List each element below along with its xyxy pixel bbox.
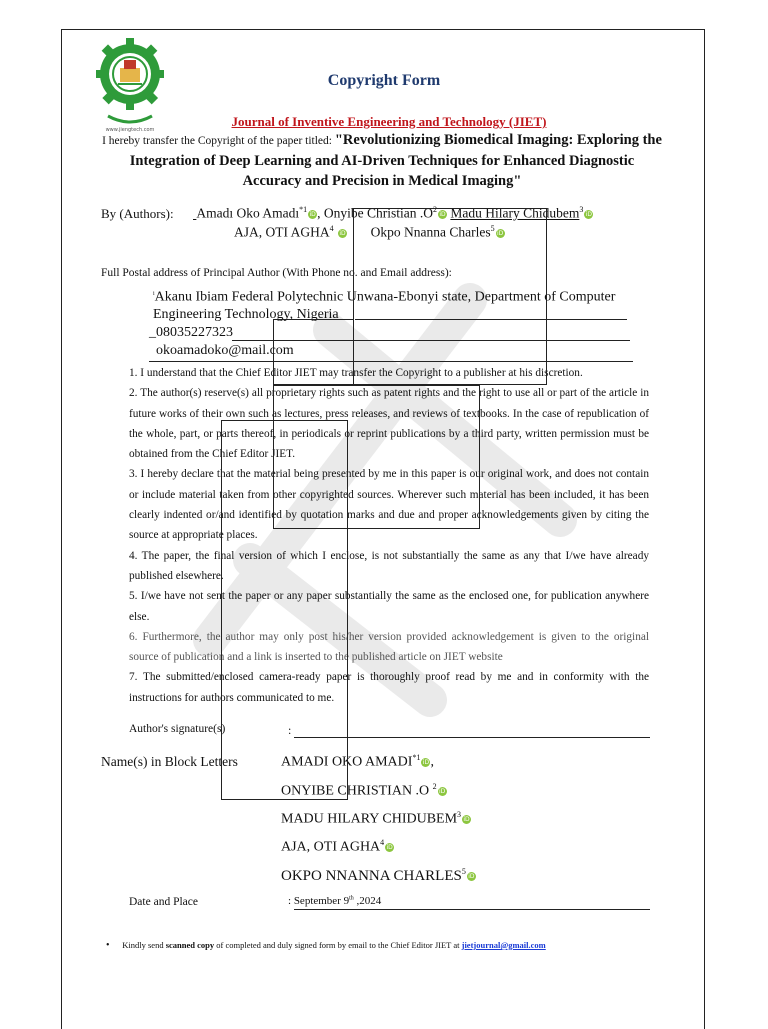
overlay-box: [273, 319, 354, 385]
postal-address: $^i$Akanu Ibiam Federal Polytechnic Unwana-Ebonyi state, Department of Computer Engineering Technology, Nigeria: [153, 289, 616, 322]
authors-line-1: Amadı Oko Amadı$^{*1}$iD, Onyibe Christian $.O^2iD$ Madu Hilary Chidubem$^3$iD: [196, 205, 592, 221]
phone-number: _08035227323: [149, 325, 233, 340]
orcid-icon[interactable]: iD: [439, 210, 446, 218]
overlay-box: [353, 208, 547, 385]
block-name: MADU HILARY CHIDUBEM$^3$iD: [281, 810, 470, 827]
orcid-icon[interactable]: iD: [496, 229, 504, 237]
authors-label: By (Authors):: [101, 206, 174, 221]
author-name: Onyibe Christian .O: [323, 205, 433, 221]
overlay-box: [221, 420, 348, 800]
date-line[interactable]: [294, 909, 650, 910]
postal-address-label: Full Postal address of Principal Author (With Phone no. and Email address):: [101, 267, 452, 279]
block-name: AJA, OTI AGHA$^4$iD: [281, 838, 393, 855]
email-address: okoamadoko@mail.com: [156, 343, 294, 358]
date-place-value: : September 9th ,2024: [288, 895, 382, 907]
author-name: AJA, OTI AGHA: [234, 224, 330, 240]
clause: 2. The author(s) reserve(s) all proprietary rights such as patent rights and the right to use all or part of the article in future works of their own such as lectures, press releases, and reviews of textbooks. In the case of republication of the whole, part, or parts thereof, in periodicals or reprint publications by a third party, written permission must be obtained from the Chief Editor JIET.: [129, 387, 649, 461]
signature-colon: :: [288, 723, 292, 737]
date-place-label: Date and Place: [129, 896, 198, 908]
orcid-icon[interactable]: iD: [463, 815, 470, 823]
logo-caption: www.jiengtech.com: [105, 127, 155, 132]
form-title: Copyright Form: [327, 72, 441, 89]
orcid-icon[interactable]: iD: [422, 758, 430, 766]
authors-line-2: AJA, OTI AGHA$^4$ iD Okpo Nnanna Charles$^5$iD: [234, 224, 504, 240]
signature-label: Author's signature(s): [129, 723, 226, 735]
clause: 4. The paper, the final version of which I enclose, is not substantially the same as any that I/we have already published elsewhere.: [129, 549, 649, 582]
orcid-icon[interactable]: iD: [309, 210, 316, 218]
orcid-icon[interactable]: iD: [468, 873, 475, 881]
clause: 1. I understand that the Chief Editor JIET may transfer the Copyright to a publisher at his discretion.: [129, 367, 583, 379]
author-name: Madu Hilary Chidubem: [450, 205, 580, 221]
orcid-icon[interactable]: iD: [585, 210, 592, 218]
block-name: ONYIBE CHRISTIAN .O $^2$iD: [281, 782, 446, 799]
orcid-icon[interactable]: iD: [386, 843, 393, 851]
journal-name: Journal of Inventive Engineering and Technology (JIET): [231, 114, 547, 129]
paper-title: "Revolutionizing Biomedical Imaging: Exploring the Integration of Deep Learning and AI-Driven Techniques for Enhanced Diagnostic Accuracy and Precision in Medical Imaging": [129, 132, 662, 189]
clause: 5. I/we have not sent the paper or any paper substantially the same as the enclosed one, for publication anywhere else.: [129, 590, 649, 623]
transfer-statement: [102, 130, 662, 191]
block-name: OKPO NNANNA CHARLES$^5$iD: [281, 867, 475, 884]
author-name: Amadı Oko Amadı: [196, 205, 300, 221]
author-name: Okpo Nnanna Charles: [370, 224, 491, 240]
clause: 6. Furthermore, the author may only post his/her version provided acknowledgement is given to the original source of publication and a link is inserted to the published article on JIET website: [129, 630, 649, 664]
clause: 3. I hereby declare that the material being presented by me in this paper is our original work, and does not contain or include material taken from other copyrighted sources. Wherever such material has been included, it has been clearly indented or/and identified by quotation marks and due and proper acknowledgements given by citing the source at appropriate places.: [129, 468, 649, 542]
editor-email-link[interactable]: jietjournal@gmail.com: [461, 940, 546, 950]
clause: 7. The submitted/enclosed camera-ready paper is thoroughly proof read by me and in conformity with the instructions for authors communicated to me.: [129, 671, 649, 704]
block-names-label: Name(s) in Block Letters: [101, 754, 238, 769]
orcid-icon[interactable]: iD: [339, 229, 346, 237]
transfer-lead: I hereby transfer the Copyright of the paper titled:: [102, 135, 335, 147]
footer-note: • Kindly send scanned copy of completed and duly signed form by email to the Chief Editor JIET at jietjournal@gmail.com: [106, 940, 546, 951]
block-name: AMADI OKO AMADI$^{*1}$iD,: [281, 753, 434, 770]
orcid-icon[interactable]: iD: [439, 787, 446, 795]
